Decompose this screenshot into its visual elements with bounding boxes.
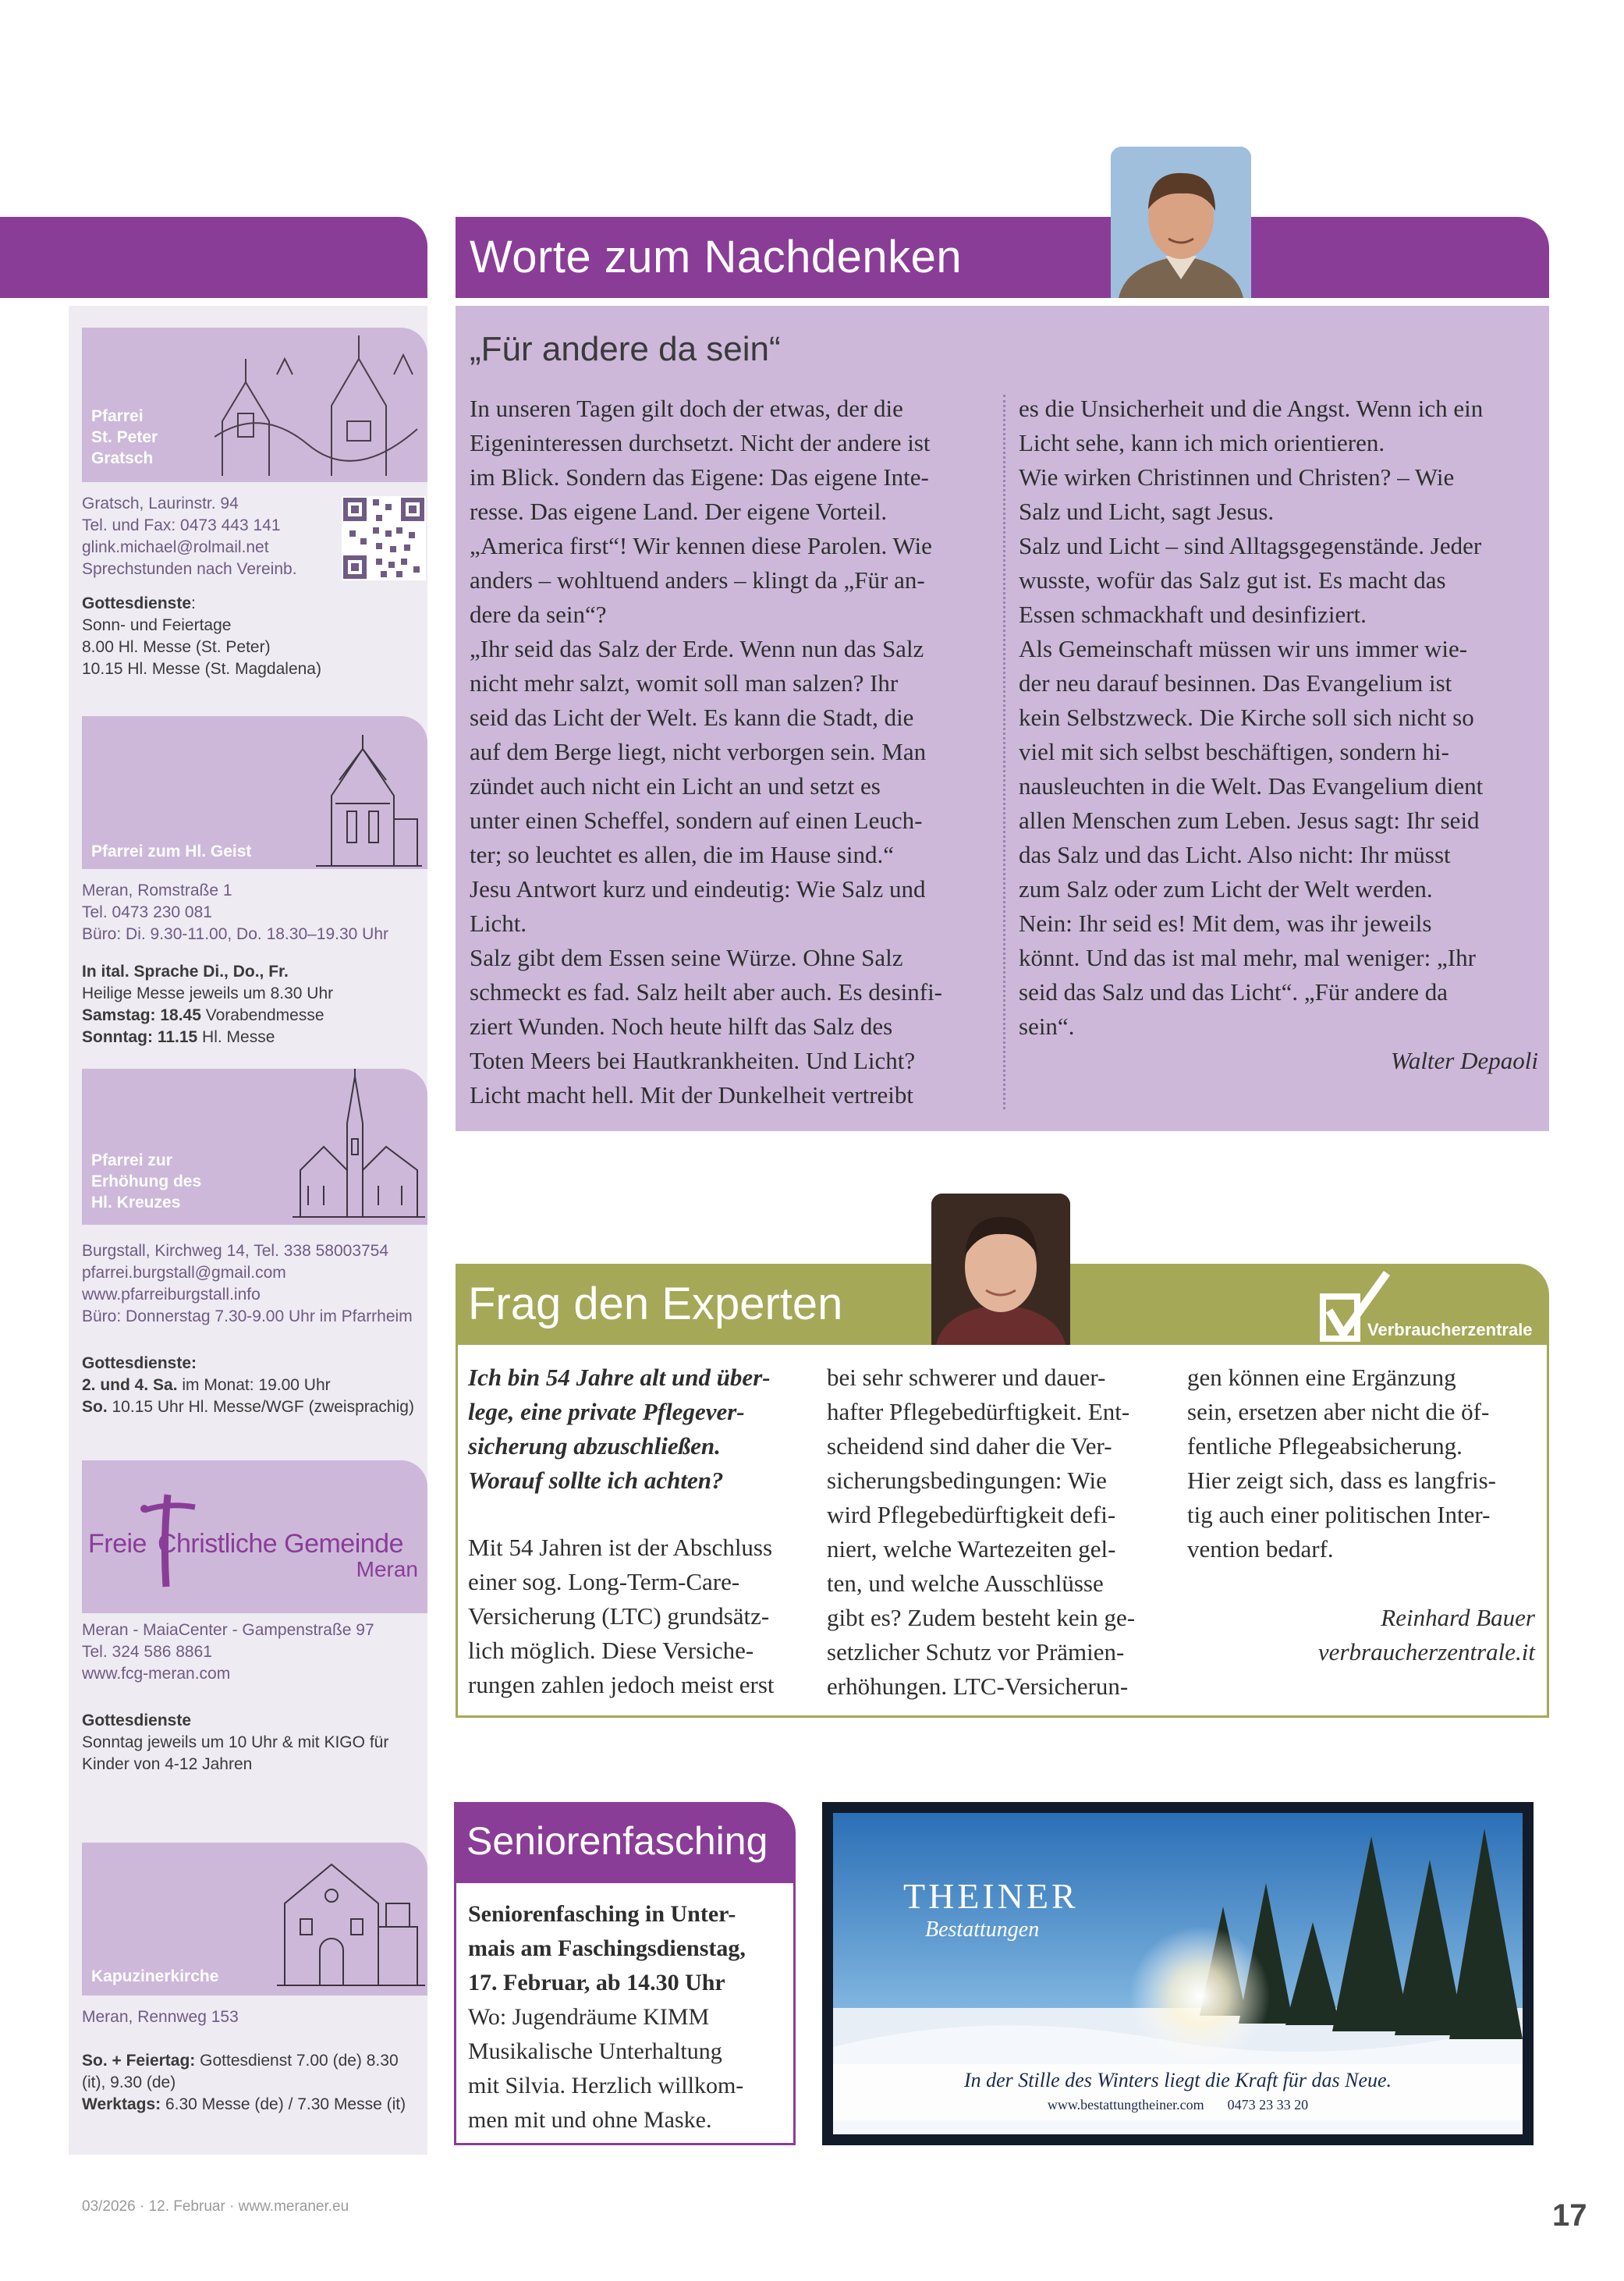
parish-hours: Büro: Di. 9.30-11.00, Do. 18.30–19.30 Uhr: [82, 925, 389, 943]
parish-gratsch-services: Gottesdienste: Sonn- und Feiertage 8.00 Hl. Messe (St. Peter) 10.15 Hl. Messe (St. Magdalena): [82, 593, 425, 680]
kapuziner-header: [82, 1843, 427, 1995]
church-sketch-icon: [316, 733, 422, 869]
theiner-contact: [833, 2097, 1523, 2113]
parish-address: Gratsch, Laurinstr. 94: [82, 495, 239, 513]
experten-column-1: Mit 54 Jahren ist der Abschluss einer sog. Long-Term-Care- Versicherung (LTC) grundsätz- lich möglich. Diese Versiche- rungen zahlen jedoch meist erst: [468, 1534, 775, 1698]
parish-email[interactable]: glink.michael@rolmail.net: [82, 538, 269, 556]
worte-column-2: es die Unsicherheit und die Angst. Wenn ich ein Licht sehe, kann ich mich orientieren. Wie wirken Christinnen und Christen? – Wie Salz und Licht, sagt Jesus. Salz und Licht – sind Alltagsgegenstände. Jeder wusste, wofür das Salz gut ist. Es macht das Essen schmackhaft und desinfiziert. Als Gemeinschaft müssen wir uns immer wie- der neu darauf besinnen. Das Evangelium ist kein Selbstzweck. Die Kirche soll sich nicht so viel mit sich selbst beschäftigen, sondern hi- nausleuchten in die Welt. Das Evangelium dient allen Menschen zum Leben. Jesus sagt: Ihr seid das Salz und das Licht. Also nicht: Ihr müsst zum Salz oder zum Licht der Welt werden. Nein: Ihr seid es! Mit dem, was ihr jeweils könnt. Und das ist mal mehr, mal weniger: „Ihr seid das Salz und das Licht“. „Für andere da sein“. Walter Depaoli: [1019, 392, 1541, 1078]
parish-phone: Tel. 324 586 8861: [82, 1643, 212, 1661]
expert-portrait: [931, 1194, 1070, 1345]
parish-address: Burgstall, Kirchweg 14, Tel. 338 58003754: [82, 1242, 389, 1260]
worte-author: Walter Depaoli: [1390, 1047, 1538, 1074]
worte-column-1: In unseren Tagen gilt doch der etwas, der die Eigeninteressen durchsetzt. Nicht der andere ist im Blick. Sondern das Eigene: Das eigene Inte- resse. Das eigene Land. Der eigene Vorteil. „America first“! Wir kennen diese Parolen. Wie anders – wohltuend anders – klingt da „Für an- dere da sein“? „Ihr seid das Salz der Erde. Wenn nun das Salz nicht mehr salzt, womit soll man salzen? Ihr seid das Licht der Welt. Es kann die Stadt, die auf dem Berge liegt, nicht verborgen sein. Man zündet auch nicht ein Licht an und setzt es unter einen Scheffel, sondern auf einen Leuch- ter; so leuchtet es allen, die im Hause sind.“ Jesu Antwort kurz und eindeutig: Wie Salz und Licht. Salz gibt dem Essen seine Würze. Ohne Salz schmeckt es fad. Salz heilt aber auch. Es desinfi- ziert Wunden. Noch heute hilft das Salz des Toten Meers bei Hautkrankheiten. Und Licht? Licht macht hell. Mit der Dunkelheit vertreibt: [470, 395, 942, 1109]
fcg-logo-city: Meran: [356, 1557, 418, 1581]
worte-title: Worte zum Nachdenken: [470, 232, 963, 282]
theiner-slogan: In der Stille des Winters liegt die Kraft für das Neue.: [963, 2069, 1392, 2091]
experten-question: Ich bin 54 Jahre alt und über- lege, eine private Pflegever- sicherung abzuschließen. Worauf sollte ich achten?: [468, 1364, 771, 1494]
fcg-contact: [82, 1619, 425, 1685]
parish-hours: Büro: Donnerstag 7.30-9.00 Uhr im Pfarrheim: [82, 1307, 413, 1325]
theiner-sub: Bestattungen: [925, 1917, 1040, 1942]
parish-hlgeist-services: In ital. Sprache Di., Do., Fr. Heilige Messe jeweils um 8.30 Uhr Samstag: 18.45 Vorabendmesse Sonntag: 11.15 Hl. Messe: [82, 963, 334, 1046]
parish-gratsch-name: Pfarrei St. Peter Gratsch: [91, 407, 158, 467]
church-sketch-icon: [277, 1857, 425, 1989]
services-label: Gottesdienste: [82, 594, 192, 612]
parish-hours: Sprechstunden nach Vereinb.: [82, 560, 297, 578]
theiner-advertisement[interactable]: [822, 1802, 1534, 2145]
verbraucherzentrale-badge: Verbraucherzentrale: [1367, 1320, 1533, 1339]
parish-hlgeist-name: Pfarrei zum Hl. Geist: [91, 843, 252, 860]
fcg-services: Gottesdienste Sonntag jeweils um 10 Uhr & mit KIGO für Kinder von 4-12 Jahren: [82, 1712, 389, 1773]
parish-kreuz-header: [82, 1069, 427, 1225]
parish-kreuz-services: Gottesdienste: 2. und 4. Sa. im Monat: 19.00 Uhr So. 10.15 Uhr Hl. Messe/WGF (zweisprachig): [82, 1354, 414, 1416]
parish-phone: Tel. und Fax: 0473 443 141: [82, 516, 281, 534]
senioren-title: Seniorenfasching: [466, 1819, 768, 1863]
kapuziner-contact: [82, 2006, 425, 2028]
experten-title: Frag den Experten: [468, 1279, 843, 1329]
parish-kreuz-contact: [82, 1240, 425, 1328]
kapuziner-services: So. + Feiertag: Gottesdienst 7.00 (de) 8.30 (it), 9.30 (de) Werktags: 6.30 Messe (de) / 7.30 Messe (it): [82, 2052, 406, 2113]
experten-author-web[interactable]: verbraucherzentrale.it: [1317, 1638, 1535, 1666]
services-line: Sonn- und Feiertage: [82, 616, 232, 634]
parish-gratsch-header: [82, 328, 427, 482]
parish-address: Meran, Romstraße 1: [82, 882, 232, 899]
services-line: 10.15 Hl. Messe (St. Magdalena): [82, 660, 321, 678]
parish-phone: Tel. 0473 230 081: [82, 903, 212, 921]
theiner-phone: 0473 23 33 20: [1227, 2097, 1309, 2112]
fcg-header: [82, 1460, 427, 1613]
parish-web[interactable]: www.fcg-meran.com: [82, 1665, 231, 1683]
ad-slogan-strip: [833, 2064, 1523, 2120]
parish-address: Meran - MaiaCenter - Gampenstraße 97: [82, 1621, 374, 1639]
sidebar-top-bar: [0, 217, 427, 298]
senioren-text: Seniorenfasching in Unter- mais am Faschingsdienstag, 17. Februar, ab 14.30 Uhr Wo: Jugendräume KIMM Musikalische Unterhaltung mit Silvia. Herzlich willkom- men mit und ohne Maske.: [468, 1901, 746, 2133]
experten-author: Reinhard Bauer: [1381, 1604, 1535, 1631]
church-sketch-icon: [215, 328, 425, 482]
theiner-web[interactable]: www.bestattungtheiner.com: [1047, 2097, 1204, 2112]
theiner-brand: THEINER: [903, 1876, 1079, 1916]
qr-code-icon[interactable]: [342, 496, 426, 580]
parish-hlgeist-header: [82, 716, 427, 869]
services-line: 8.00 Hl. Messe (St. Peter): [82, 638, 271, 656]
author-portrait: [1111, 147, 1251, 298]
experten-column-2: bei sehr schwerer und dauer- hafter Pflegebedürftigkeit. Ent- scheidend sind daher die Ver- sicherungsbedingungen: Wie wird Pflegebedürftigkeit defi- niert, welche Wartezeiten gel- ten, und welche Ausschlüsse gibt es? Zudem besteht kein ge- setzlicher Schutz vor Prämien- erhöhungen. LTC-Versicherun-: [827, 1364, 1136, 1700]
footer-issue: 03/2026 · 12. Februar · www.meraner.eu: [82, 2198, 349, 2215]
parish-email[interactable]: pfarrei.burgstall@gmail.com: [82, 1264, 286, 1282]
parish-web[interactable]: www.pfarreiburgstall.info: [82, 1286, 261, 1304]
fcg-logo-text: Freie Christliche Gemeinde: [88, 1529, 403, 1559]
church-sketch-icon: [293, 1069, 425, 1225]
parish-address: Meran, Rennweg 153: [82, 2008, 239, 2026]
experten-column-3: gen können eine Ergänzung sein, ersetzen aber nicht die öf- fentliche Pflegeabsicherung. Hier zeigt sich, dass es langfris- tig auch einer politischen Inter- vention bedarf. Reinhard Bauer verbraucherzentrale.it: [1187, 1360, 1535, 1669]
page-number: 17: [1552, 2198, 1587, 2233]
column-divider: [1003, 395, 1005, 1109]
kapuziner-name: Kapuzinerkirche: [91, 1967, 219, 1985]
worte-subtitle: „Für andere da sein“: [470, 330, 781, 368]
parish-kreuz-name: Pfarrei zur Erhöhung des Hl. Kreuzes: [91, 1151, 202, 1211]
parish-hlgeist-contact: [82, 880, 425, 945]
